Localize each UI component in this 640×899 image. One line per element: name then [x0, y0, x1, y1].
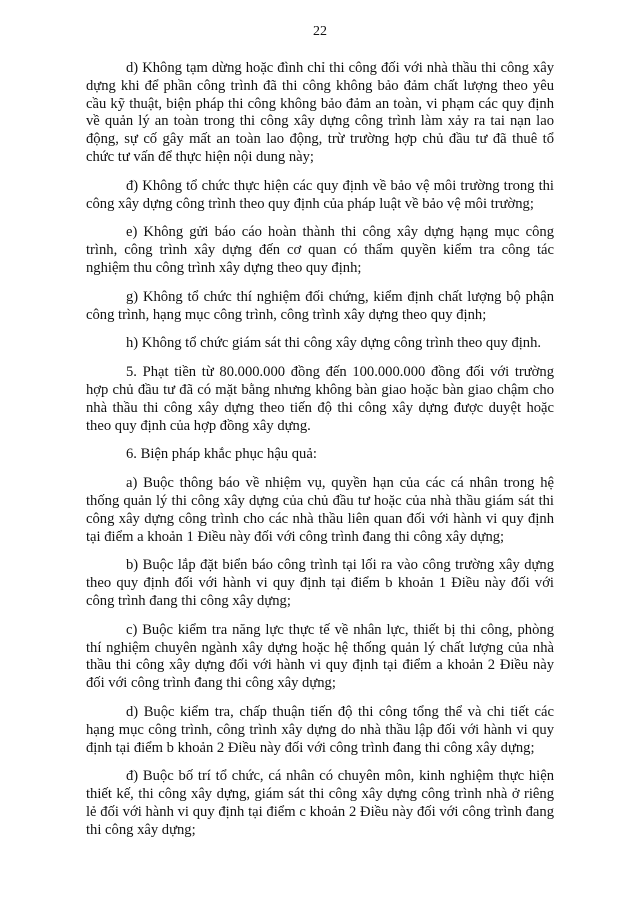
paragraph-4g: g) Không tổ chức thí nghiệm đối chứng, kiểm định chất lượng bộ phận công trình, hạng mục công trình, công trình xây dựng theo quy định;	[86, 288, 554, 323]
page-number: 22	[313, 24, 327, 39]
paragraph-5: 5. Phạt tiền từ 80.000.000 đồng đến 100.000.000 đồng đối với trường hợp chủ đầu tư đã có mặt bằng nhưng không bàn giao hoặc bàn giao chậm cho nhà thầu thi công xây dựng theo tiến độ thi công xây dựng được duyệt hoặc theo quy định của hợp đồng xây dựng.	[86, 364, 554, 434]
paragraph-6a: a) Buộc thông báo về nhiệm vụ, quyền hạn của các cá nhân trong hệ thống quản lý thi công xây dựng của chủ đầu tư hoặc của nhà thầu giám sát thi công xây dựng công trình cho các nhà thầu liên quan đối với hành vi quy định tại điểm a khoản 1 Điều này đối với công trình đang thi công xây dựng;	[86, 475, 554, 545]
paragraph-4dd: đ) Không tổ chức thực hiện các quy định về bảo vệ môi trường trong thi công xây dựng công trình theo quy định của pháp luật về bảo vệ môi trường;	[86, 177, 554, 212]
paragraph-6-heading: 6. Biện pháp khắc phục hậu quả:	[126, 446, 317, 463]
paragraph-6c: c) Buộc kiểm tra năng lực thực tế về nhân lực, thiết bị thi công, phòng thí nghiệm chuyên ngành xây dựng hoặc hệ thống quản lý chất lượng của nhà thầu thi công xây dựng đối với hành vi quy định tại điểm a khoản 2 Điều này đối với công trình đang thi công xây dựng;	[86, 621, 554, 692]
paragraph-6b: b) Buộc lắp đặt biển báo công trình tại lối ra vào công trường xây dựng theo quy định đối với hành vi quy định tại điểm b khoản 1 Điều này đối với công trình đang thi công xây dựng;	[86, 557, 554, 609]
paragraph-4e: e) Không gửi báo cáo hoàn thành thi công xây dựng hạng mục công trình, công trình xây dựng đến cơ quan có thẩm quyền kiểm tra công tác nghiệm thu công trình xây dựng theo quy định;	[86, 224, 554, 276]
paragraph-6d: d) Buộc kiểm tra, chấp thuận tiến độ thi công tổng thể và chi tiết các hạng mục công trình, công trình xây dựng do nhà thầu lập đối với hành vi quy định tại điểm b khoản 2 Điều này đối với công trình đang thi công xây dựng;	[86, 703, 554, 756]
paragraph-4h: h) Không tổ chức giám sát thi công xây dựng công trình theo quy định.	[126, 335, 542, 352]
paragraph-4d: d) Không tạm dừng hoặc đình chỉ thi công đối với nhà thầu thi công xây dựng khi để phần công trình đã thi công không bảo đảm chất lượng theo yêu cầu kỹ thuật, biện pháp thi công không bảo đảm an toàn, vi phạm các quy định về quản lý an toàn trong thi công xây dựng công trình làm xảy ra tai nạn lao động, sự cố gây mất an toàn lao động, trừ trường hợp chủ đầu tư đã thuê tổ chức tư vấn để thực hiện nội dung này;	[86, 60, 554, 165]
paragraph-6dd: đ) Buộc bố trí tổ chức, cá nhân có chuyên môn, kinh nghiệm thực hiện thiết kế, thi công xây dựng, giám sát thi công xây dựng công trình nhà ở riêng lẻ đối với hành vi quy định tại điểm c khoản 2 Điều này đối với công trình đang thi công xây dựng;	[86, 768, 554, 838]
